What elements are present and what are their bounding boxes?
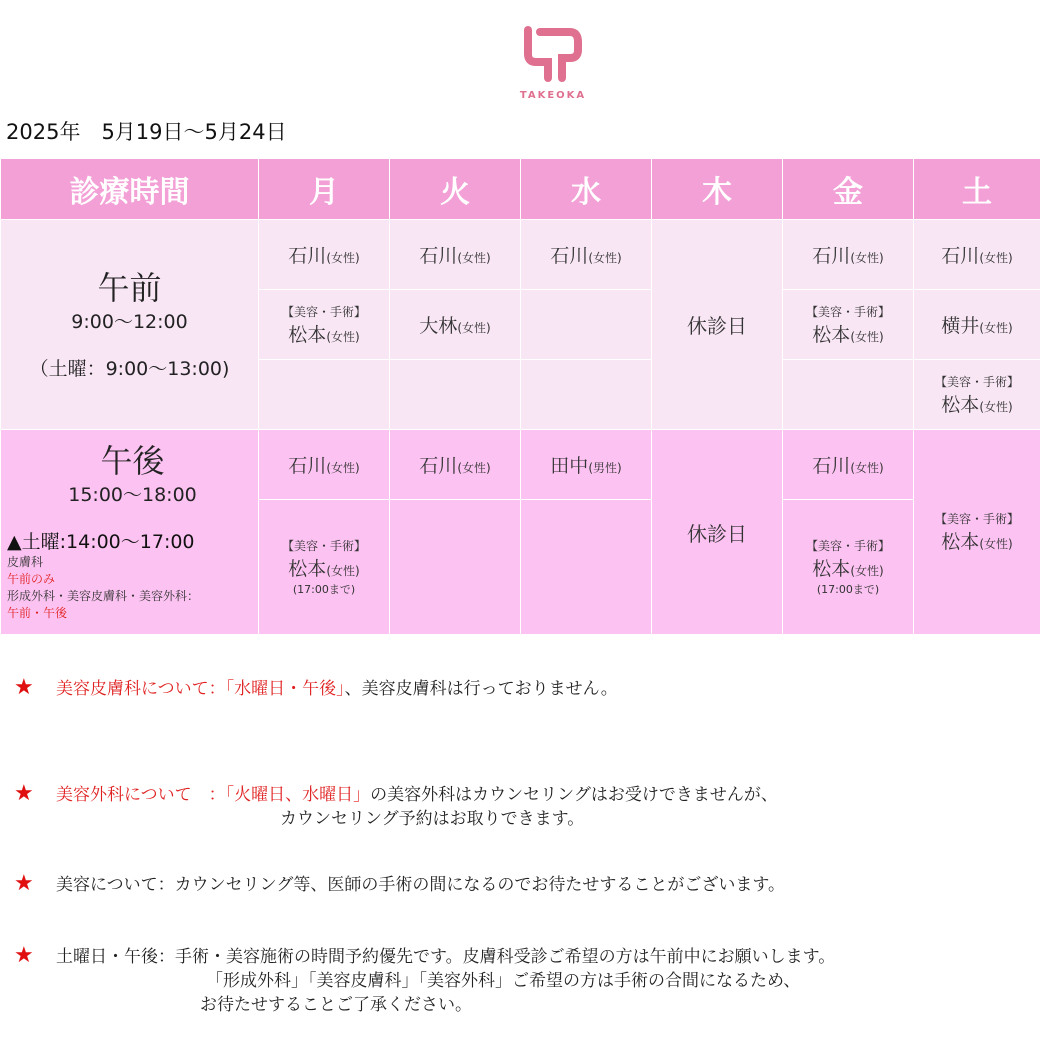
afternoon-row-1 (1, 430, 1040, 500)
am-fri-2: 【美容・手術】 松本(女性) (783, 290, 914, 360)
header-tue: 火 (390, 159, 521, 220)
am-sat-1: 石川(女性) (914, 220, 1040, 290)
am-tue-3 (390, 360, 521, 430)
afternoon-time: 15:00〜18:00 (68, 484, 197, 506)
am-tue-1: 石川(女性) (390, 220, 521, 290)
am-sat-2: 横井(女性) (914, 290, 1040, 360)
afternoon-title: 午後 (100, 442, 165, 480)
afternoon-label (1, 430, 259, 635)
morning-sat-time: （土曜：9:00〜13:00) (29, 357, 230, 380)
header-sat: 土 (914, 159, 1040, 220)
schedule-period: 2025年 5月19日〜5月24日 (6, 120, 287, 144)
am-tue-2: 大林(女性) (390, 290, 521, 360)
am-fri-3 (783, 360, 914, 430)
pm-mon-2: 【美容・手術】 松本(女性) (17:00まで) (259, 500, 390, 635)
notice-4: ★ 土曜日・午後：手術・美容施術の時間予約優先です。皮膚科受診ご希望の方は午前中にお願いします。 「形成外科」「美容皮膚科」「美容外科」ご希望の方は手術の合間になるため、 お待たせすることご了承ください。 (14, 943, 836, 1015)
pm-mon-1: 石川(女性) (259, 430, 390, 500)
morning-label (1, 220, 259, 430)
am-sat-3: 【美容・手術】 松本(女性) (914, 360, 1040, 430)
star-icon: ★ (14, 781, 34, 806)
logo-text: TAKEOKA (519, 90, 587, 101)
am-mon-2: 【美容・手術】 松本(女性) (259, 290, 390, 360)
am-mon-1: 石川(女性) (259, 220, 390, 290)
header-thu: 木 (652, 159, 783, 220)
star-icon: ★ (14, 871, 34, 896)
afternoon-sat-time: ▲土曜:14:00〜17:00 (7, 531, 195, 553)
am-thu-closed: 休診日 (652, 220, 783, 430)
notice-2: ★ 美容外科について ：「火曜日、水曜日」の美容外科はカウンセリングはお受けできませんが、 カウンセリング予約はお取りできます。 (14, 781, 778, 829)
logo-mark-icon (518, 22, 588, 88)
notice-1: ★ 美容皮膚科について：「水曜日・午後」、美容皮膚科は行っておりません。 (14, 675, 618, 700)
header-fri: 金 (783, 159, 914, 220)
afternoon-note-derm: 皮膚科 (7, 555, 44, 569)
header-hours: 診療時間 (1, 159, 259, 220)
schedule-table (0, 158, 1040, 635)
morning-time: 9:00〜12:00 (71, 310, 188, 333)
star-icon: ★ (14, 675, 34, 700)
pm-tue-2 (390, 500, 521, 635)
am-wed-3 (521, 360, 652, 430)
pm-wed-2 (521, 500, 652, 635)
star-icon: ★ (14, 943, 34, 968)
afternoon-note-both: 午前・午後 (7, 606, 68, 620)
takeoka-logo (518, 22, 588, 104)
morning-row-1 (1, 220, 1040, 290)
am-wed-1: 石川(女性) (521, 220, 652, 290)
header-wed: 水 (521, 159, 652, 220)
am-fri-1: 石川(女性) (783, 220, 914, 290)
afternoon-note-depts: 形成外科・美容皮膚科・美容外科： (7, 589, 200, 603)
pm-fri-1: 石川(女性) (783, 430, 914, 500)
morning-title: 午前 (97, 268, 162, 307)
pm-tue-1: 石川(女性) (390, 430, 521, 500)
pm-thu-closed: 休診日 (652, 430, 783, 635)
notice-3: ★ 美容について：カウンセリング等、医師の手術の間になるのでお待たせすることがございます。 (14, 871, 785, 896)
pm-wed-1: 田中(男性) (521, 430, 652, 500)
pm-fri-2: 【美容・手術】 松本(女性) (17:00まで) (783, 500, 914, 635)
header-row (1, 159, 1040, 220)
afternoon-note-am-only: 午前のみ (7, 572, 56, 586)
pm-sat: 【美容・手術】 松本(女性) (914, 430, 1040, 635)
header-mon: 月 (259, 159, 390, 220)
am-mon-3 (259, 360, 390, 430)
am-wed-2 (521, 290, 652, 360)
